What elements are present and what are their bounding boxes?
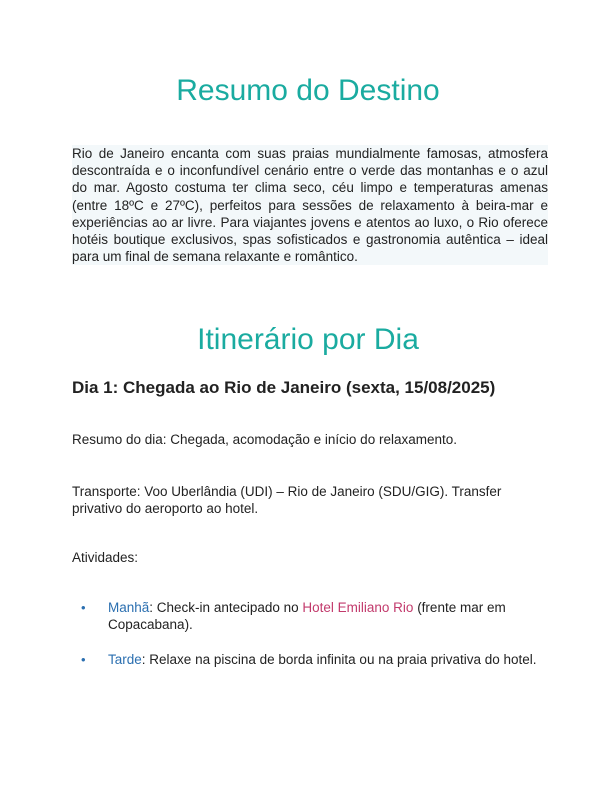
activity-text-before: Check-in antecipado no <box>156 600 303 615</box>
list-item-morning <box>72 599 548 633</box>
list-item-afternoon <box>72 651 548 668</box>
day-1-title: Dia 1: Chegada ao Rio de Janeiro (sexta, 15/08/2025) <box>72 378 496 397</box>
activities-list <box>72 599 548 687</box>
day-1-transport: Transporte: Voo Uberlândia (UDI) – Rio de Janeiro (SDU/GIG). Transfer privativo do aeroporto ao hotel. <box>72 484 502 517</box>
day-1-summary: Resumo do dia: Chegada, acomodação e início do relaxamento. <box>72 432 457 447</box>
period-label-morning: Manhã <box>108 600 150 615</box>
itinerary-title: Itinerário por Dia <box>197 323 419 356</box>
bullet-icon: • <box>81 652 86 668</box>
hotel-link[interactable]: Hotel Emiliano Rio <box>302 600 414 615</box>
summary-paragraph: Rio de Janeiro encanta com suas praias mundialmente famosas, atmosfera descontraída e o inconfundível cenário entre o verde das montanhas e o azul do mar. Agosto costuma ter clima seco, céu limpo e temperaturas amenas (entre 18ºC e 27ºC), perfeitos para sessões de relaxamento à beira-mar e experiências ao ar livre. Para viajantes jovens e atentos ao luxo, o Rio oferece hotéis boutique exclusivos, spas sofisticados e gastronomia autêntica – ideal para um final de semana relaxante e romântico. <box>72 146 548 265</box>
activity-text-after: (frente mar em Copacabana). <box>108 600 506 633</box>
period-separator: : <box>149 600 157 615</box>
period-separator: : <box>141 652 150 668</box>
activity-text: Relaxe na piscina de borda infinita ou na praia privativa do hotel. <box>149 652 537 668</box>
bullet-icon: • <box>81 600 86 615</box>
period-label-afternoon: Tarde <box>108 652 142 668</box>
summary-title: Resumo do Destino <box>176 74 440 107</box>
activities-label: Atividades: <box>72 550 139 565</box>
